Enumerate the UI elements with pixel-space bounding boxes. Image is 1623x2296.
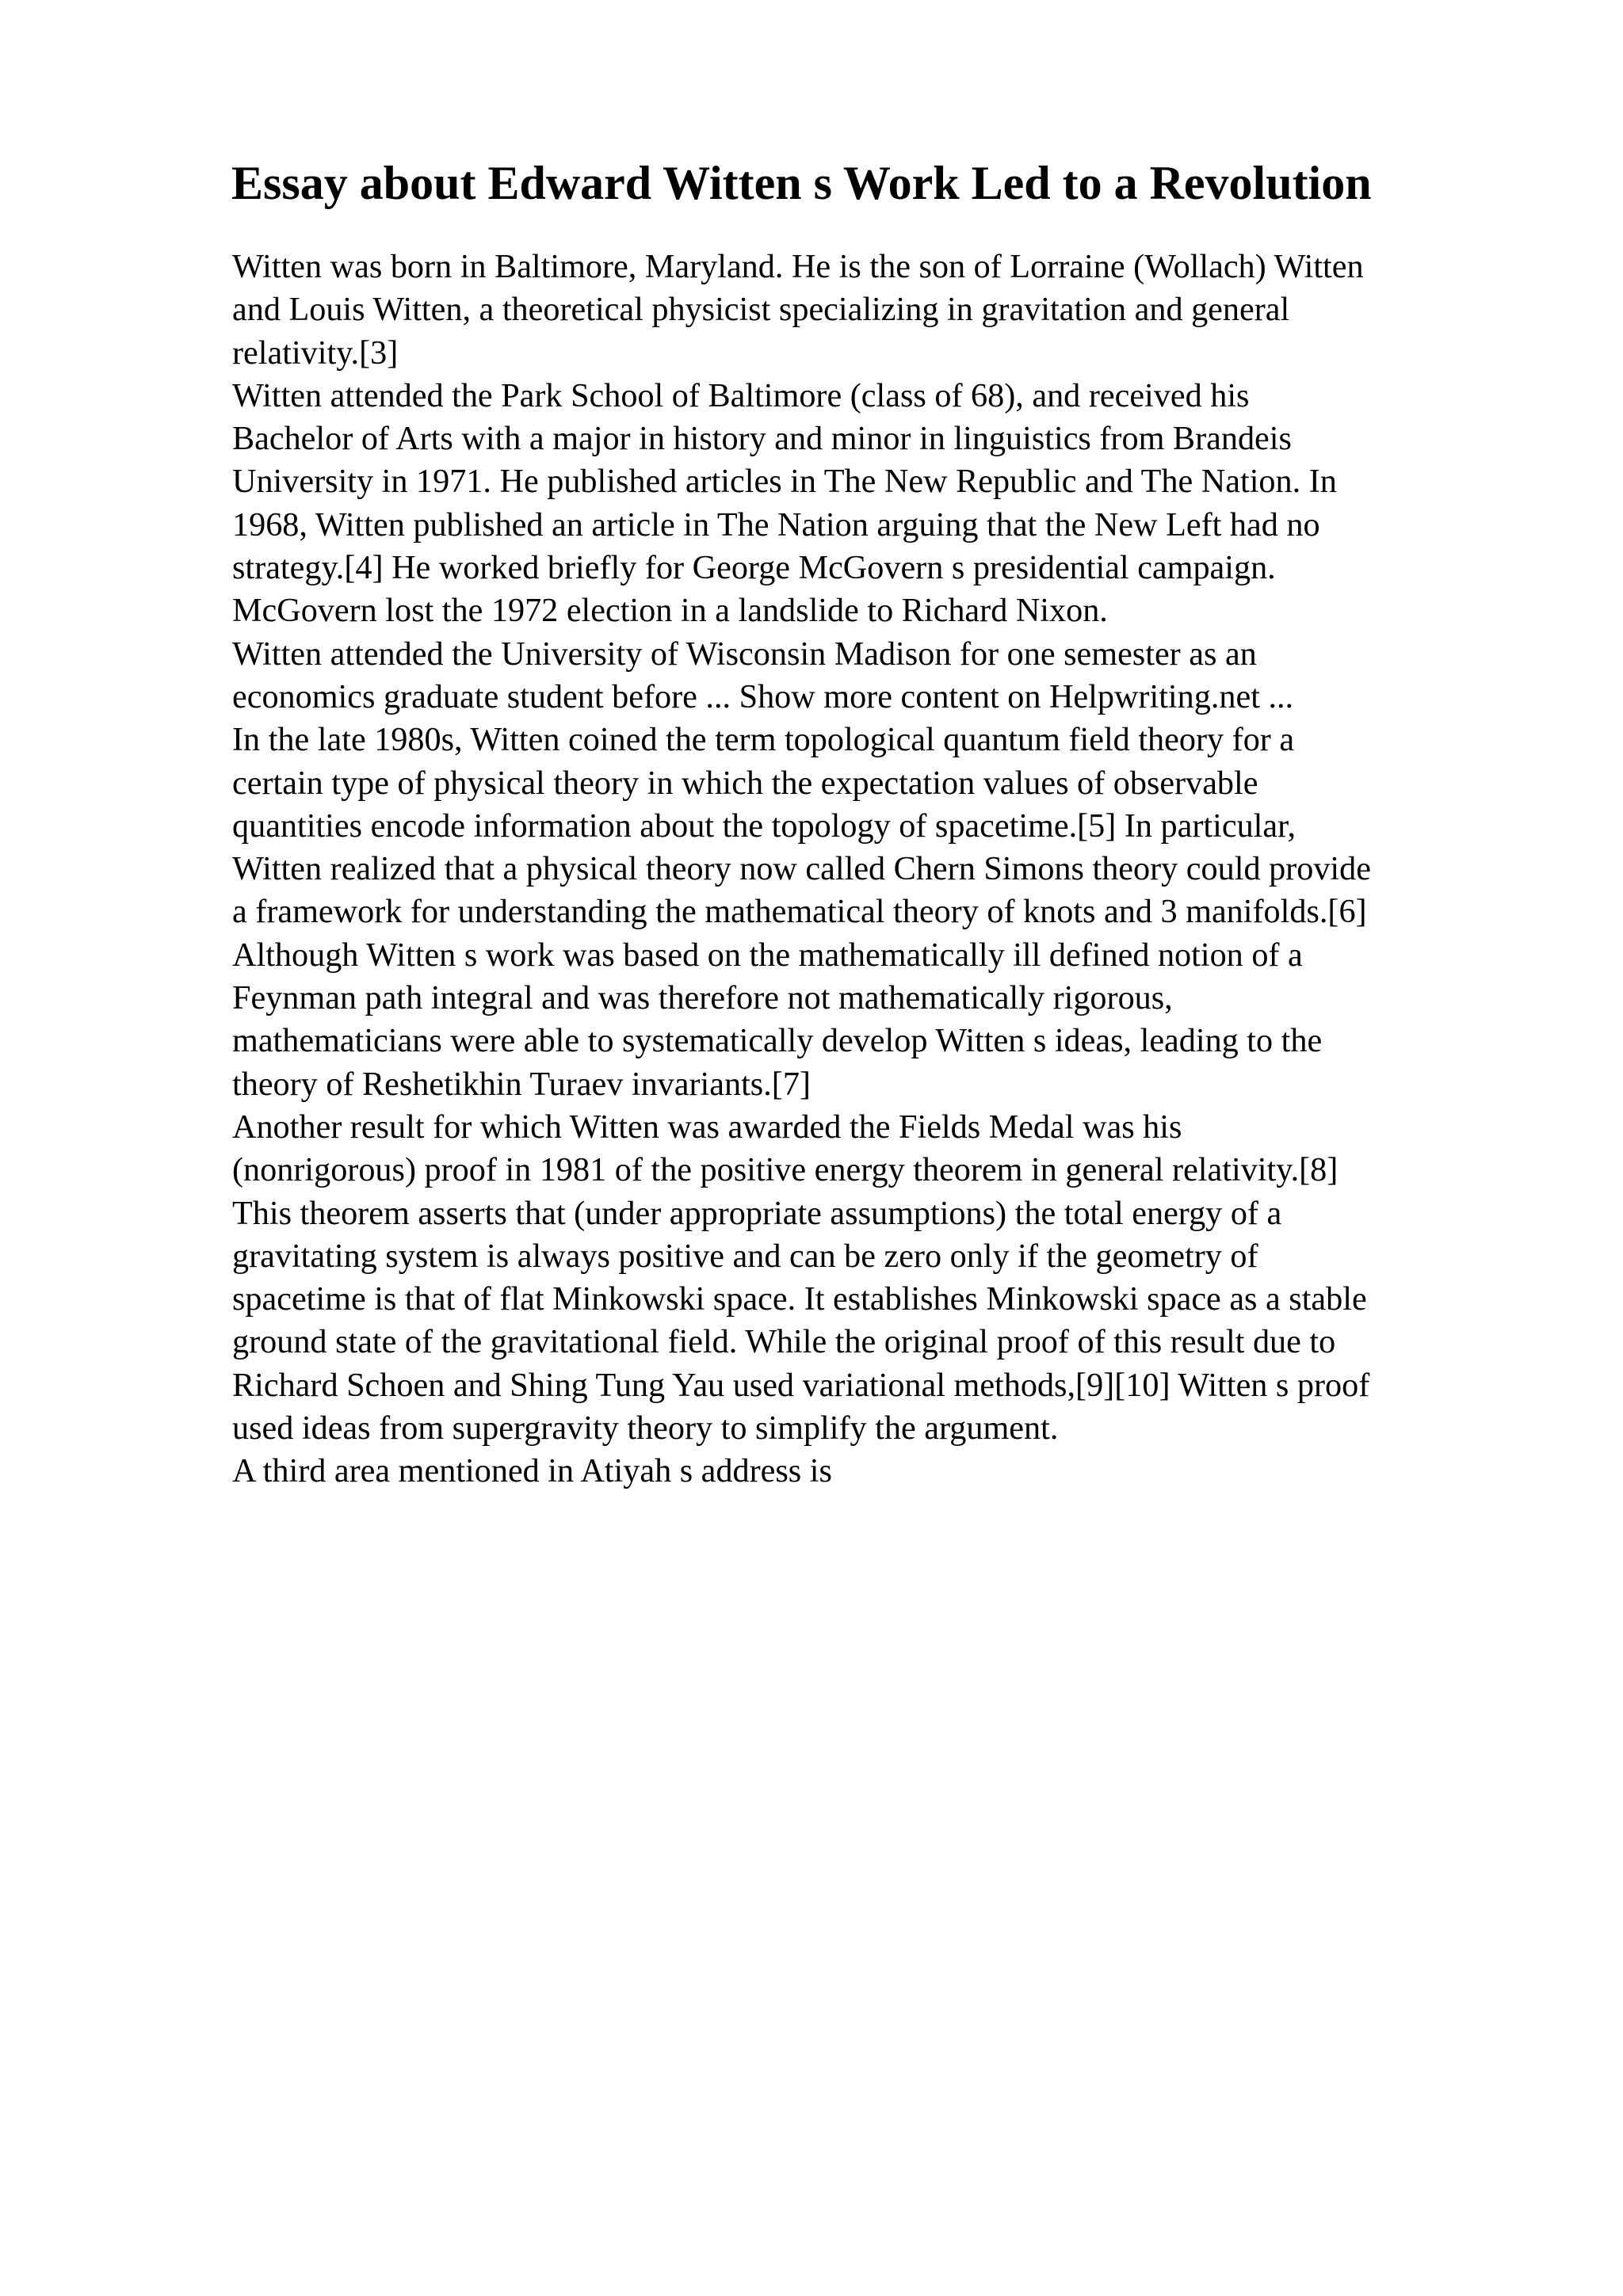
- body-line: spacetime is that of flat Minkowski space. It establishes Minkowski space as a stable: [232, 1280, 1367, 1318]
- body-line: quantities encode information about the topology of spacetime.[5] In particular,: [232, 807, 1296, 845]
- body-line: Richard Schoen and Shing Tung Yau used variational methods,[9][10] Witten s proof: [232, 1366, 1370, 1404]
- body-line: Witten attended the Park School of Baltimore (class of 68), and received his: [232, 376, 1250, 414]
- body-line: economics graduate student before ... Show more content on Helpwriting.net ...: [232, 677, 1294, 715]
- document-title: Essay about Edward Witten s Work Led to a Revolution: [231, 157, 1372, 209]
- body-line: Although Witten s work was based on the mathematically ill defined notion of a: [232, 936, 1303, 974]
- document-body: [232, 246, 1579, 1493]
- body-line: Another result for which Witten was awarded the Fields Medal was his: [232, 1108, 1182, 1146]
- body-line: and Louis Witten, a theoretical physicist specializing in gravitation and general: [232, 291, 1290, 329]
- body-line: McGovern lost the 1972 election in a landslide to Richard Nixon.: [232, 592, 1108, 630]
- body-line: University in 1971. He published articles in The New Republic and The Nation. In: [232, 463, 1337, 501]
- body-line: A third area mentioned in Atiyah s address is: [232, 1452, 832, 1490]
- body-line: (nonrigorous) proof in 1981 of the positive energy theorem in general relativity.[8]: [232, 1151, 1338, 1189]
- body-line: In the late 1980s, Witten coined the term topological quantum field theory for a: [232, 721, 1295, 759]
- body-line: theory of Reshetikhin Turaev invariants.[7]: [232, 1065, 811, 1103]
- body-line: strategy.[4] He worked briefly for George McGovern s presidential campaign.: [232, 549, 1276, 587]
- body-line: gravitating system is always positive and can be zero only if the geometry of: [232, 1237, 1258, 1275]
- body-line: mathematicians were able to systematically develop Witten s ideas, leading to the: [232, 1022, 1323, 1060]
- body-line: certain type of physical theory in which the expectation values of observable: [232, 764, 1258, 802]
- body-line: Bachelor of Arts with a major in history and minor in linguistics from Brandeis: [232, 420, 1292, 458]
- body-line: ground state of the gravitational field. While the original proof of this result due to: [232, 1323, 1336, 1361]
- body-line: 1968, Witten published an article in The Nation arguing that the New Left had no: [232, 505, 1320, 543]
- body-line: Feynman path integral and was therefore not mathematically rigorous,: [232, 979, 1173, 1017]
- body-line: Witten attended the University of Wisconsin Madison for one semester as an: [232, 635, 1257, 673]
- body-line: This theorem asserts that (under appropriate assumptions) the total energy of a: [232, 1194, 1282, 1232]
- body-line: relativity.[3]: [232, 334, 399, 372]
- body-line: a framework for understanding the mathematical theory of knots and 3 manifolds.[6]: [232, 893, 1367, 931]
- body-line: Witten realized that a physical theory now called Chern Simons theory could provide: [232, 850, 1371, 888]
- body-line: Witten was born in Baltimore, Maryland. He is the son of Lorraine (Wollach) Witten: [232, 248, 1364, 285]
- body-line: used ideas from supergravity theory to simplify the argument.: [232, 1409, 1059, 1447]
